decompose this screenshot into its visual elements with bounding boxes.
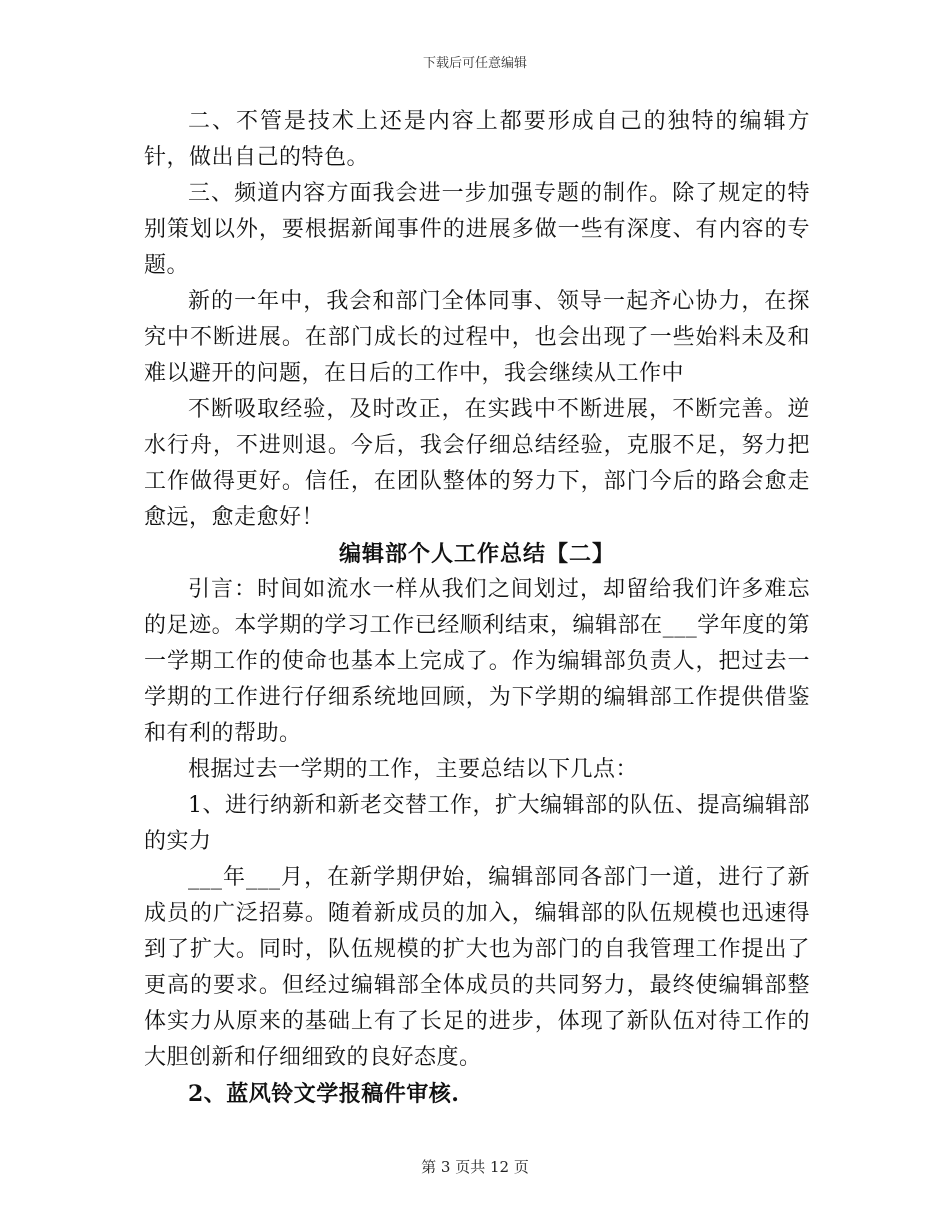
paragraph-new-year: 新的一年中，我会和部门全体同事、领导一起齐心协力，在探究中不断进展。在部门成长的过程中，也会出现了一些始料未及和难以避开的问题，在日后的工作中，我会继续从工作中 bbox=[144, 289, 810, 386]
page-footer: 第 3 页共 12 页 bbox=[421, 1158, 529, 1176]
paragraph-summary-points: 根据过去一学期的工作，主要总结以下几点： bbox=[188, 757, 639, 782]
paragraph-recruitment: ___年___月，在新学期伊始，编辑部同各部门一道，进行了新成员的广泛招募。随着新成员的加入，编辑部的队伍规模也迅速得到了扩大。同时，队伍规模的扩大也为部门的自我管理工作提出了更高的要求。但经过编辑部全体成员的共同努力，最终使编辑部整体实力从原来的基础上有了长足的进步，体现了新队伍对待工作的大胆创新和仔细细致的良好态度。 bbox=[144, 865, 810, 1070]
paragraph-editing-policy: 二、不管是技术上还是内容上都要形成自己的独特的编辑方针，做出自己的特色。 bbox=[144, 109, 810, 170]
section-title: 编辑部个人工作总结【二】 bbox=[338, 541, 615, 567]
paragraph-point-1: 1、进行纳新和新老交替工作，扩大编辑部的队伍、提高编辑部的实力 bbox=[144, 793, 810, 854]
document-body bbox=[144, 104, 810, 1112]
paragraph-introduction: 引言：时间如流水一样从我们之间划过，却留给我们许多难忘的足迹。本学期的学习工作已经顺利结束，编辑部在___学年度的第一学期工作的使命也基本上完成了。作为编辑部负责人，把过去一学期的工作进行仔细系统地回顾，为下学期的编辑部工作提供借鉴和有利的帮助。 bbox=[144, 577, 810, 746]
paragraph-learn-experience: 不断吸取经验，及时改正，在实践中不断进展，不断完善。逆水行舟，不进则退。今后，我会仔细总结经验，克服不足，努力把工作做得更好。信任，在团队整体的努力下，部门今后的路会愈走愈远，愈走愈好！ bbox=[144, 397, 810, 530]
page-header: 下载后可任意编辑 bbox=[422, 56, 527, 71]
paragraph-channel-content: 三、频道内容方面我会进一步加强专题的制作。除了规定的特别策划以外，要根据新闻事件的进展多做一些有深度、有内容的专题。 bbox=[144, 181, 810, 278]
paragraph-point-2: 2、蓝风铃文学报稿件审核. bbox=[188, 1081, 460, 1107]
